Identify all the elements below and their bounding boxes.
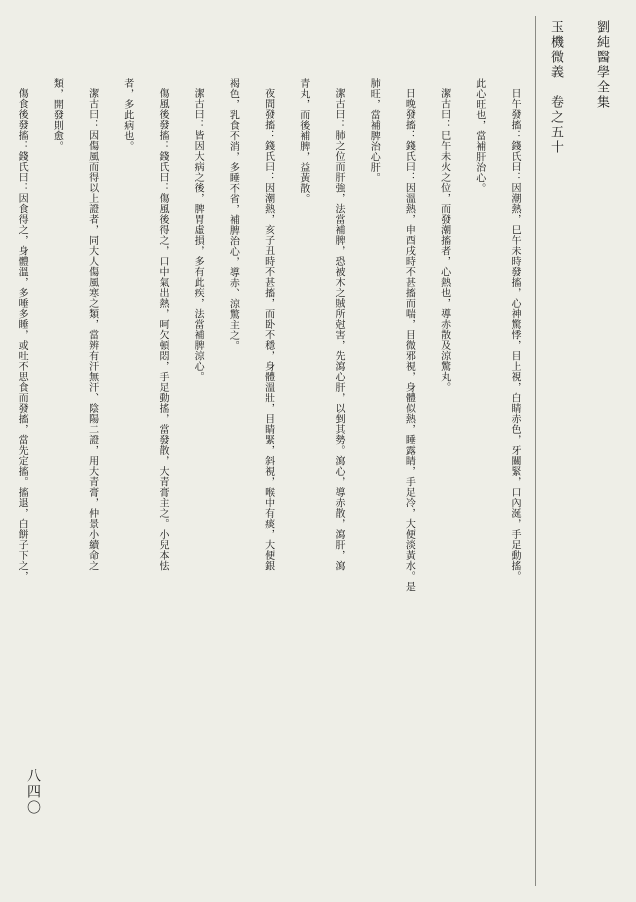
text-column: 傷食後發搐：錢氏曰：因食得之，身體溫，多唾多睡，或吐不思食而發搐，當先定搐。搐退，白餅子下之， xyxy=(16,88,28,582)
text-column: 者，多此病也。 xyxy=(121,78,133,152)
text-column: 青丸，而後補脾，益黃散。 xyxy=(297,78,309,204)
text-column: 日晚發搐：錢氏曰：因溫熱，申酉戌時不甚搐而喘，目微邪視，身體似熱，睡露睛，手足冷，大便淡黃水。是 xyxy=(403,88,415,592)
text-column: 褐色，乳食不消，多睡不省，補脾治心，導赤、涼驚主之。 xyxy=(227,78,239,351)
text-column: 此心旺也，當補肝治心。 xyxy=(473,78,485,194)
text-column: 潔古曰：肺之位而肝強，法當補脾，恐被木之賊所尅害，先瀉心肝，以剉其勢。瀉心，導赤散，瀉肝，瀉 xyxy=(332,88,344,571)
page-number: 八四〇 xyxy=(25,768,41,816)
text-column: 日午發搐：錢氏曰：因潮熱，巳午未時發搐，心神驚悸，目上視，白睛赤色，牙關緊，口內涎，手足動搖。 xyxy=(509,88,520,582)
text-column: 類，開發則愈。 xyxy=(51,78,63,152)
text-column: 潔古曰：巳午未火之位，而發潮搐者，心熱也，導赤散及涼驚丸。 xyxy=(438,88,450,393)
text-column: 潔古曰：因傷風而得以上證者，同大人傷風寒之類，當辨有汗無汗、陰陽二證，用大青膏，仲景小續命之 xyxy=(86,88,98,571)
text-column: 潔古曰：皆因大病之後，脾胃虛損，多有此疾，法當補脾涼心。 xyxy=(192,88,204,382)
running-header-book-title: 劉純醫學全集 xyxy=(594,20,609,110)
header-divider xyxy=(535,16,536,886)
text-column: 傷風後發搐：錢氏曰：傷風後得之，口中氣出熱，呵欠頓悶，手足動搖，當發散，大青膏主之。小兒本怯 xyxy=(156,88,168,571)
text-column: 肺旺，當補脾治心肝。 xyxy=(368,78,380,183)
running-header-volume: 玉機微義 卷之五十 xyxy=(548,20,563,155)
text-column: 夜間發搐：錢氏曰：因潮熱，亥子丑時不甚搐，而卧不穩，身體溫壯，目睛緊，斜視，喉中有痰，大便銀 xyxy=(262,88,274,571)
